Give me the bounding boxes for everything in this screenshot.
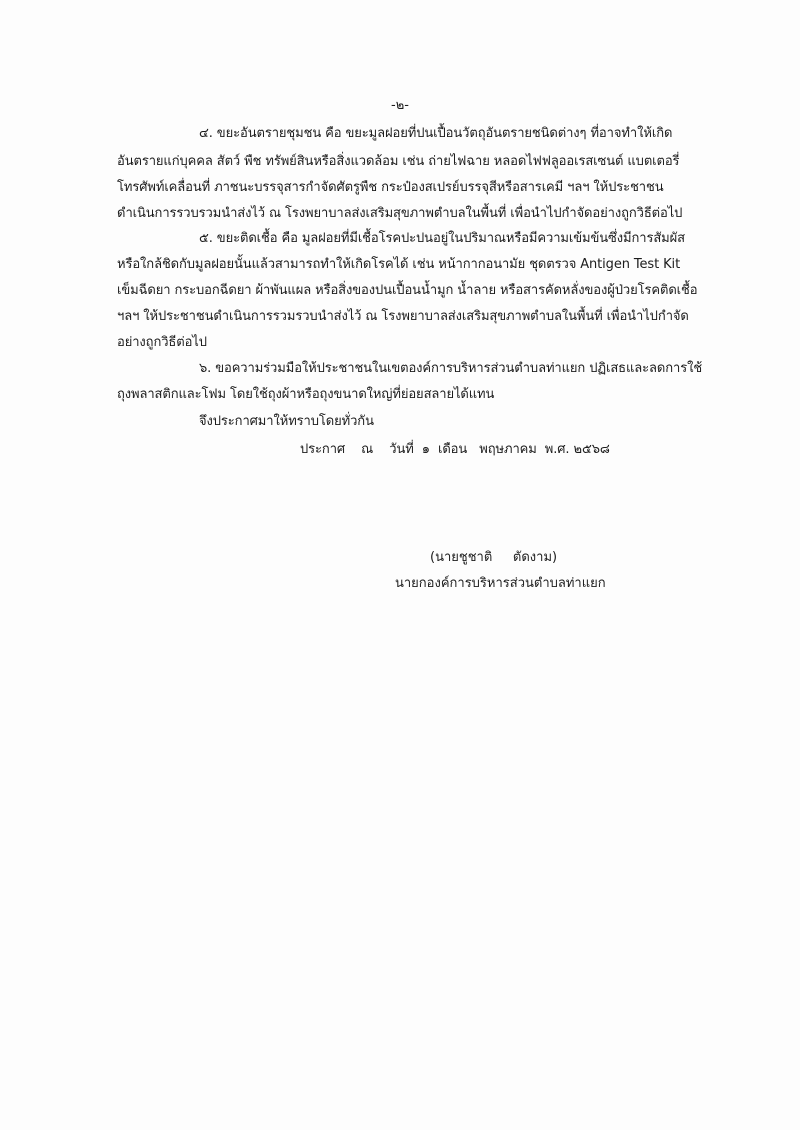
item-4-line-2: อันตรายแก่บุคคล สัตว์ พืช ทรัพย์สินหรือสิ่งแวดล้อม เช่น ถ่ายไฟฉาย หลอดไฟฟลูออเรสเซนต์ แบตเตอรี่ — [117, 154, 680, 169]
signer-name: (นายชูชาติ ตัดงาม) — [430, 550, 558, 565]
item-6-line-1: ๖. ขอความร่วมมือให้ประชาชนในเขตองค์การบริหารส่วนตำบลท่าแยก ปฏิเสธและลดการใช้ — [199, 361, 703, 376]
item-4-line-4: ดำเนินการรวบรวมนำส่งไว้ ณ โรงพยาบาลส่งเสริมสุขภาพตำบลในพื้นที่ เพื่อนำไปกำจัดอย่างถูกวิธีต่อไป — [117, 206, 683, 221]
item-5-line-5: อย่างถูกวิธีต่อไป — [117, 335, 207, 350]
item-5-line-2: หรือใกล้ชิดกับมูลฝอยนั้นแล้วสามารถทำให้เกิดโรคได้ เช่น หน้ากากอนามัย ชุดตรวจ Antigen Test Kit — [117, 257, 681, 272]
item-4-line-1: ๔. ขยะอันตรายชุมชน คือ ขยะมูลฝอยที่ปนเปื้อนวัตถุอันตรายชนิดต่างๆ ที่อาจทำให้เกิด — [199, 126, 673, 141]
announcement-date: ประกาศ ณ วันที่ ๑ เดือน พฤษภาคม พ.ศ. ๒๕๖๘ — [300, 442, 610, 457]
item-5-line-1: ๕. ขยะติดเชื้อ คือ มูลฝอยที่มีเชื้อโรคปะปนอยู่ในปริมาณหรือมีความเข้มข้นซึ่งมีการสัมผัส — [199, 231, 685, 246]
item-4-line-3: โทรศัพท์เคลื่อนที่ ภาชนะบรรจุสารกำจัดศัตรูพืช กระป๋องสเปรย์บรรจุสีหรือสารเคมี ฯลฯ ให้ประชาชน — [117, 180, 664, 195]
signer-title: นายกองค์การบริหารส่วนตำบลท่าแยก — [395, 576, 606, 591]
closing-statement: จึงประกาศมาให้ทราบโดยทั่วกัน — [199, 414, 374, 429]
page-number: -๒- — [391, 98, 409, 113]
item-5-line-4: ฯลฯ ให้ประชาชนดำเนินการรวมรวบนำส่งไว้ ณ โรงพยาบาลส่งเสริมสุขภาพตำบลในพื้นที่ เพื่อนำไปกำจัด — [117, 309, 689, 324]
item-5-line-3: เข็มฉีดยา กระบอกฉีดยา ผ้าพันแผล หรือสิ่งของปนเปื้อนน้ำมูก น้ำลาย หรือสารคัดหลั่งของผู้ป่วยโรคติดเชื้อ — [117, 283, 698, 298]
item-6-line-2: ถุงพลาสติกและโฟม โดยใช้ถุงผ้าหรือถุงขนาดใหญ่ที่ย่อยสลายได้แทน — [117, 387, 495, 402]
